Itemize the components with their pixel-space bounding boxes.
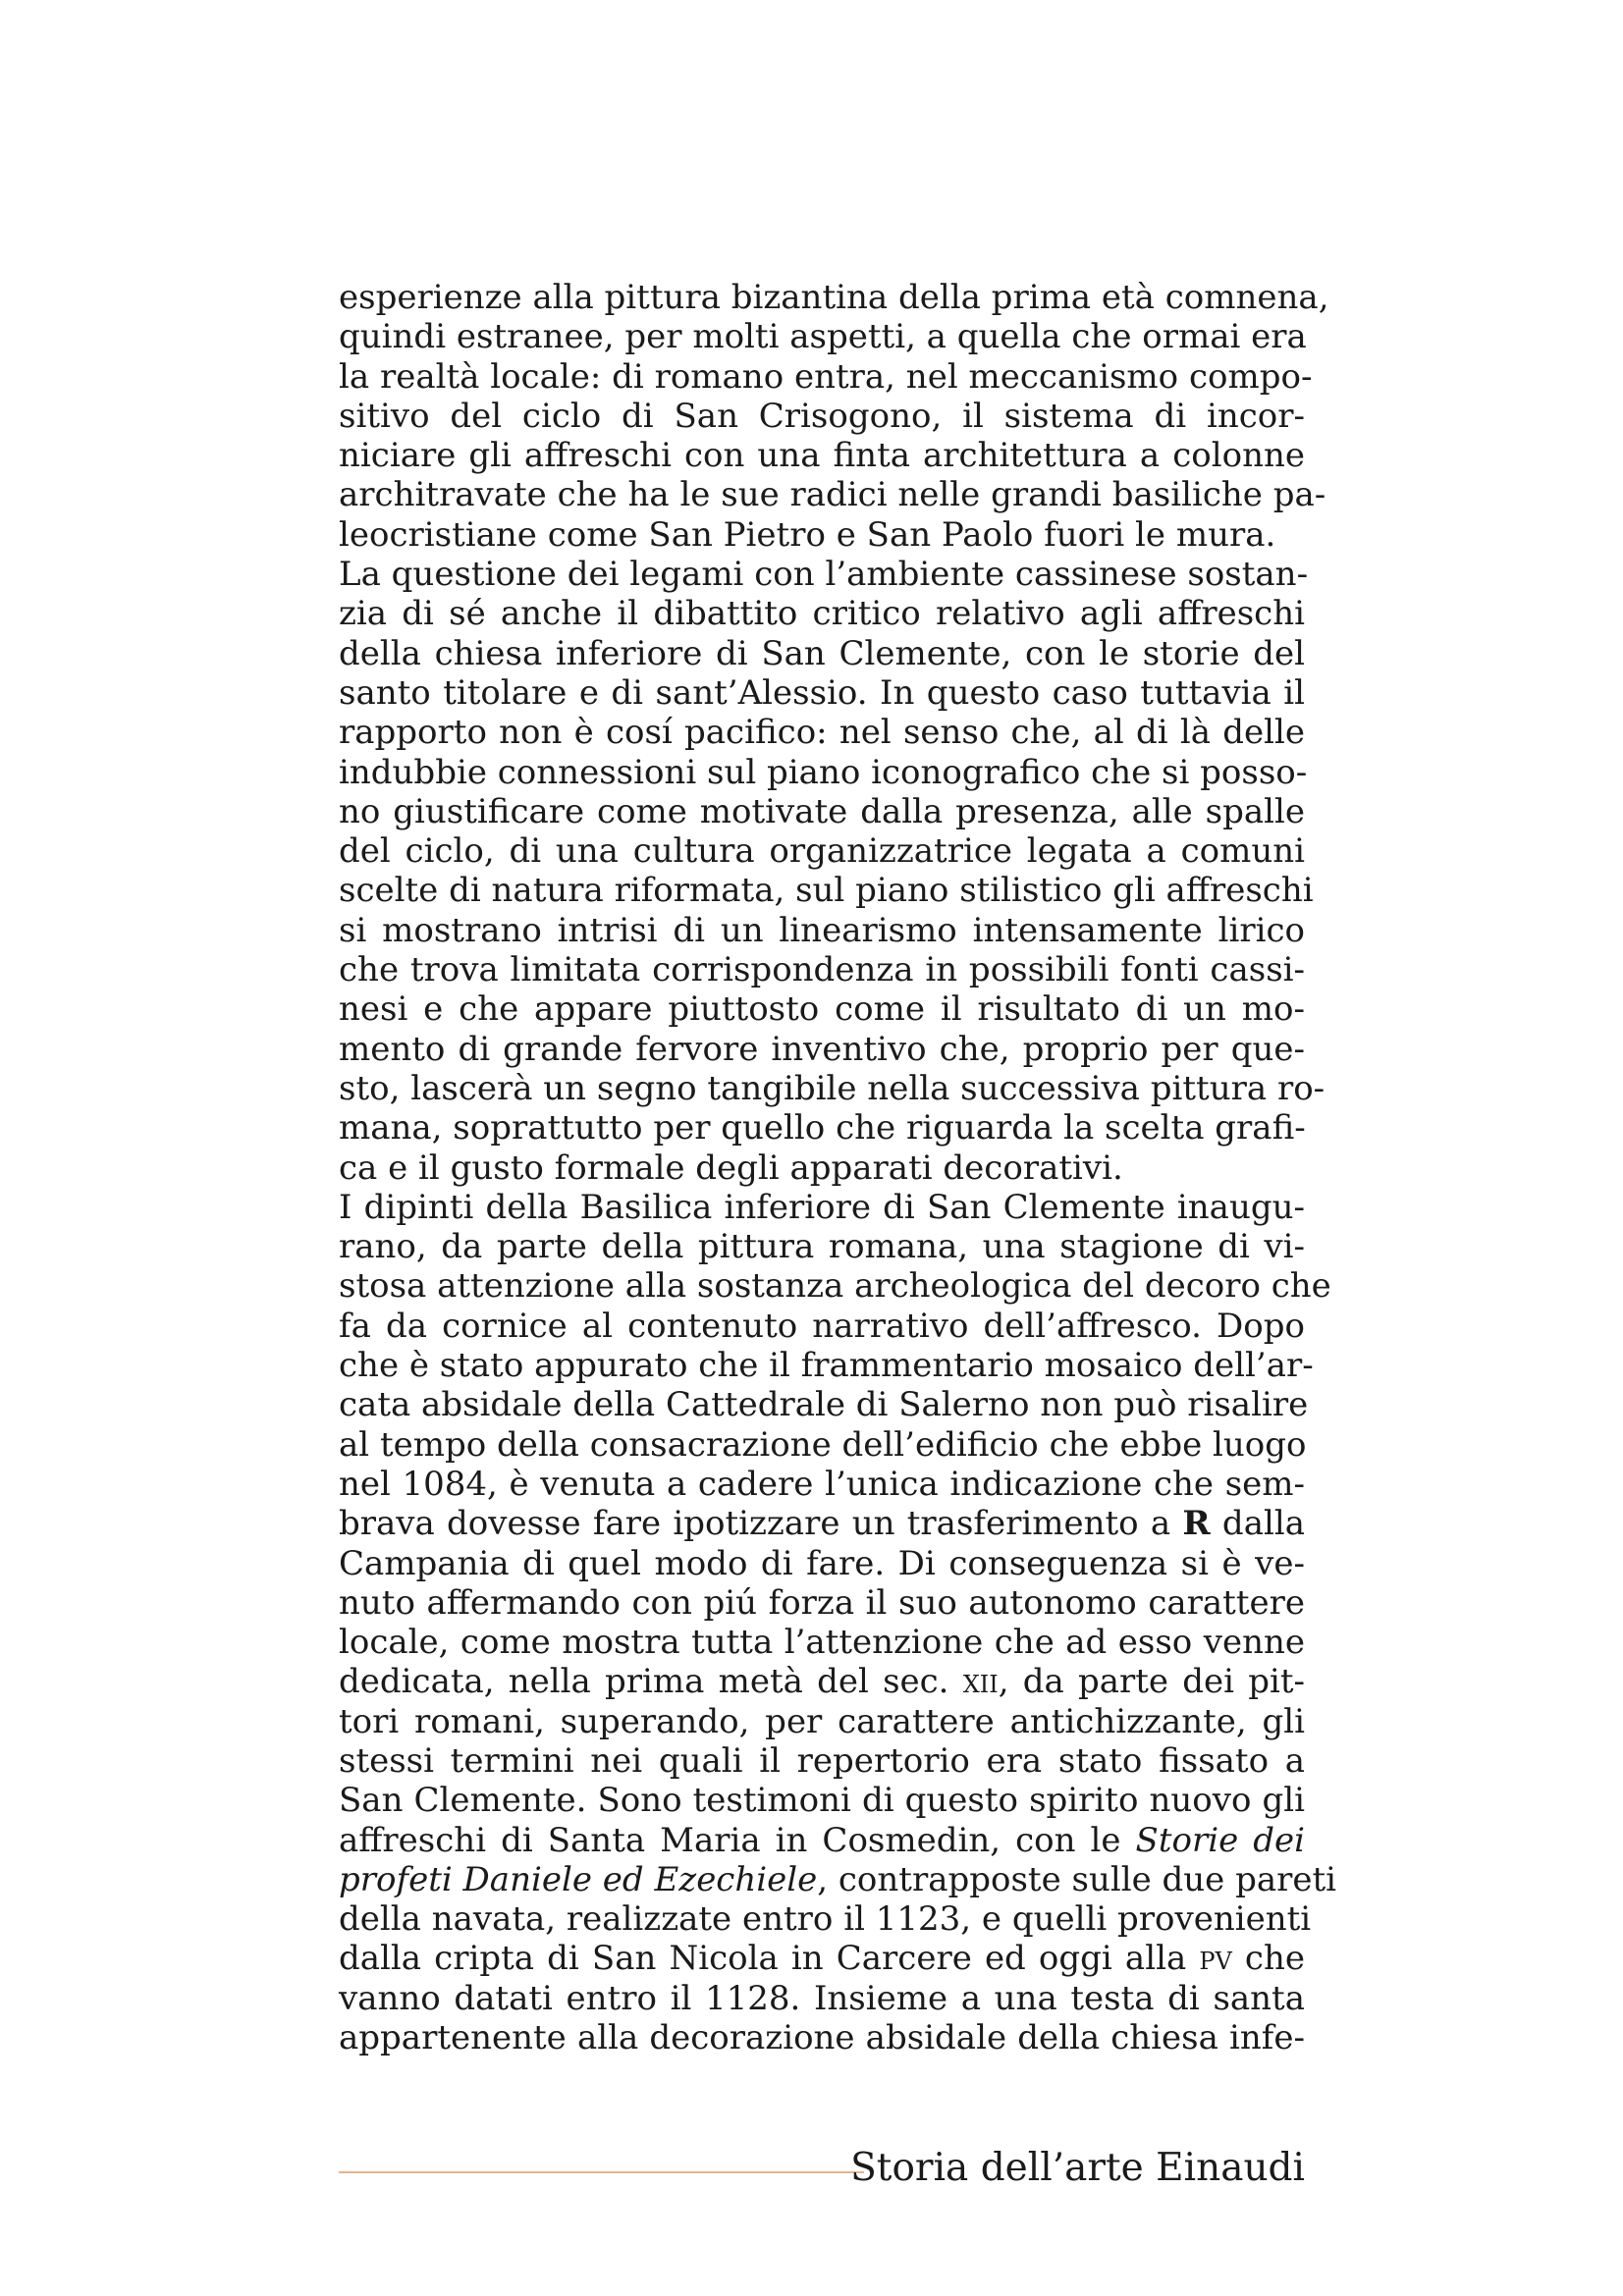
text-line: sitivo del ciclo di San Crisogono, il sistema di incor- [339,396,1305,436]
text-line: mana, soprattutto per quello che riguarda la scelta grafi- [339,1108,1306,1148]
text-line: vanno datati entro il 1128. Insieme a una testa di santa [339,1978,1305,2018]
text-line: I dipinti della Basilica inferiore di San Clemente inaugu- [339,1187,1305,1227]
text-line: nesi e che appare piuttosto come il risultato di un mo- [339,989,1305,1030]
paragraph-block-3 [339,1702,1305,1821]
text-line: no giustificare come motivate dalla presenza, alle spalle [339,791,1305,831]
paragraph-block-2 [339,1544,1305,1663]
footer-rule [339,2171,864,2173]
text-line: santo titolare e di sant’Alessio. In questo caso tuttavia il [339,672,1305,713]
text-line: che è stato appurato che il frammentario mosaico dell’ar- [339,1346,1314,1386]
text-line: indubbie connessioni sul piano iconografico che si posso- [339,752,1308,792]
text-line: La questione dei legami con l’ambiente cassinese sostan- [339,555,1309,595]
text-line: locale, come mostra tutta l’attenzione che ad esso venne [339,1623,1305,1663]
text-line: che trova limitata corrispondenza in possibili fonti cassi- [339,950,1305,990]
text-line: ca e il gusto formale degli apparati decorativi. [339,1148,1123,1188]
text-line: della navata, realizzate entro il 1123, e quelli provenienti [339,1899,1312,1940]
text-line: affreschi di Santa Maria in Cosmedin, con le Storie dei [339,1820,1305,1860]
text-line: nuto affermando con piú forza il suo autonomo carattere [339,1582,1305,1623]
text-line: si mostrano intrisi di un linearismo intensamente lirico [339,910,1305,950]
italic-title: profeti Daniele ed Ezechiele [339,1859,818,1899]
footer-title: Storia dell’arte Einaudi [850,2146,1305,2190]
text-line: niciare gli affreschi con una finta architettura a colonne [339,436,1305,476]
text-line: Campania di quel modo di fare. Di conseguenza si è ve- [339,1543,1305,1583]
text-line: dalla cripta di San Nicola in Carcere ed oggi alla pv che [339,1939,1305,1979]
text-line: brava dovesse fare ipotizzare un trasferimento a R dalla [339,1504,1305,1544]
text-line: profeti Daniele ed Ezechiele, contrapposte sulle due pareti [339,1859,1337,1899]
text-line: quindi estranee, per molti aspetti, a quella che ormai era [339,317,1307,357]
text-line: scelte di natura riformata, sul piano stilistico gli affreschi [339,871,1314,911]
text-line: appartenente alla decorazione absidale della chiesa infe- [339,2018,1305,2058]
text-line: stosa attenzione alla sostanza archeologica del decoro che [339,1266,1331,1307]
text-line: sto, lascerà un segno tangibile nella successiva pittura ro- [339,1068,1325,1108]
text-line: al tempo della consacrazione dell’edificio che ebbe luogo [339,1424,1307,1465]
text-line: la realtà locale: di romano entra, nel meccanismo compo- [339,356,1313,397]
abbreviation-pv: pv [1199,1939,1232,1979]
text-line: mento di grande fervore inventivo che, proprio per que- [339,1029,1305,1069]
text-line: nel 1084, è venuta a cadere l’unica indicazione che sem- [339,1464,1305,1504]
text-line: esperienze alla pittura bizantina della prima età comnena, [339,278,1329,317]
text-line: stessi termini nei quali il repertorio era stato fissato a [339,1740,1305,1781]
text-line: tori romani, superando, per carattere antichizzante, gli [339,1701,1305,1741]
century-numeral: xii [962,1662,999,1702]
text-line: del ciclo, di una cultura organizzatrice legata a comuni [339,831,1305,872]
text-line: cata absidale della Cattedrale di Salerno non può risalire [339,1385,1309,1425]
body-text [339,278,1337,2058]
text-line: della chiesa inferiore di San Clemente, con le storie del [339,633,1305,673]
text-line: San Clemente. Sono testimoni di questo spirito nuovo gli [339,1781,1305,1821]
bold-letter: R [1182,1504,1211,1544]
text-line: rano, da parte della pittura romana, una stagione di vi- [339,1227,1305,1267]
paragraph-block-1 [339,278,1331,1504]
text-line: zia di sé anche il dibattito critico relativo agli affreschi [339,594,1305,634]
paragraph-block-4 [339,1979,1305,2058]
text-line: leocristiane come San Pietro e San Paolo fuori le mura. [339,514,1276,555]
text-line: dedicata, nella prima metà del sec. xii, da parte dei pit- [339,1662,1305,1702]
italic-title: Storie dei [1135,1820,1305,1860]
text-line: rapporto non è cosí pacifico: nel senso che, al di là delle [339,713,1305,753]
text-line: architravate che ha le sue radici nelle grandi basiliche pa- [339,475,1326,515]
text-line: fa da cornice al contenuto narrativo dell’affresco. Dopo [339,1306,1305,1346]
